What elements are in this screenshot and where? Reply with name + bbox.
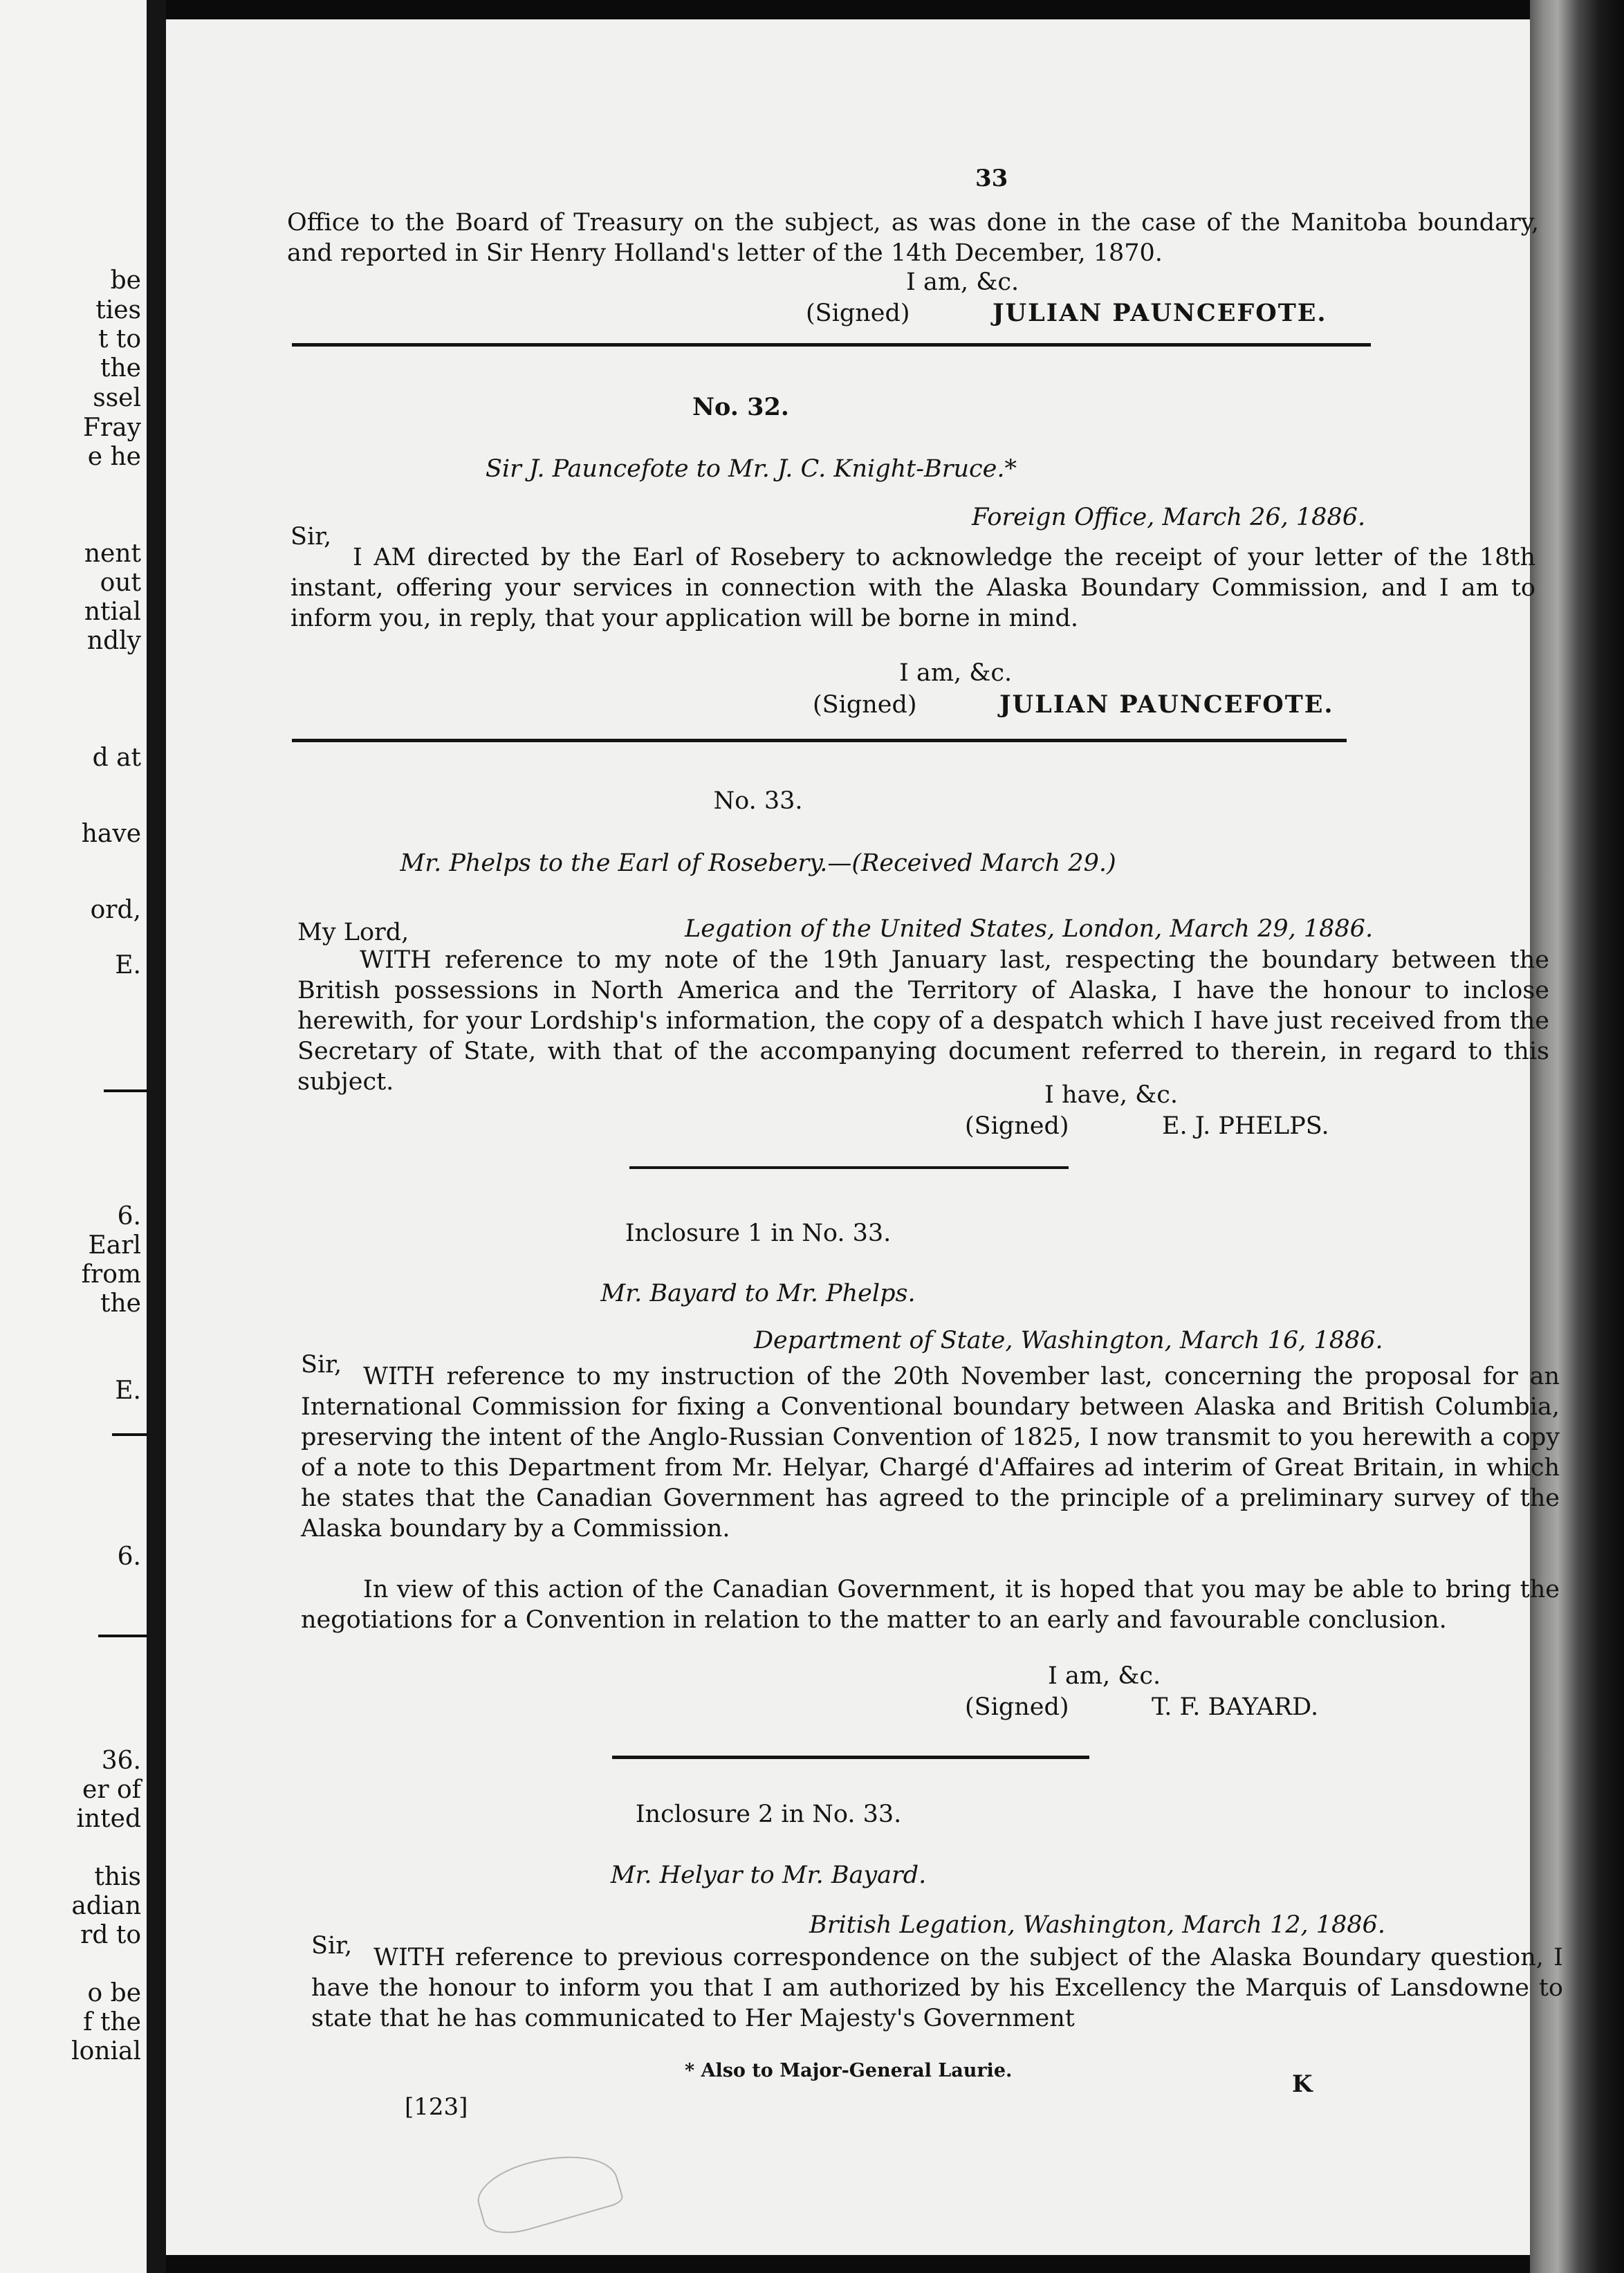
facing-page-text: nent xyxy=(84,540,141,568)
facing-page-text: adian xyxy=(71,1892,141,1920)
facing-page-text: 6. xyxy=(117,1202,141,1231)
signed-label: (Signed) xyxy=(965,1693,1069,1721)
facing-page-text: out xyxy=(100,569,141,597)
opening-paragraph: Office to the Board of Treasury on the subject, as was done in the case of the Manitoba boundary, and reported in Sir Henry Holland's letter of the 14th December, 1870. xyxy=(287,209,1539,267)
signer-name: E. J. PHELPS. xyxy=(1162,1112,1329,1140)
opening-closing: I am, &c. xyxy=(906,268,1019,296)
section-divider xyxy=(292,739,1347,742)
letter-signature xyxy=(965,1112,1329,1140)
inclosure-body: In view of this action of the Canadian Government, it is hoped that you may be able to bring the negotiations for a Convention in relation to the matter to an early and favourable conclusion. xyxy=(301,1576,1560,1634)
print-code: [123] xyxy=(405,2093,468,2121)
facing-page-text: ntial xyxy=(84,598,141,626)
facing-page-text: 6. xyxy=(117,1543,141,1571)
facing-page-text: be xyxy=(110,266,141,295)
salutation: Sir, xyxy=(290,523,332,551)
facing-page-text: inted xyxy=(76,1805,141,1833)
section-divider xyxy=(292,343,1371,347)
inclosure-heading: Inclosure 2 in No. 33. xyxy=(635,1801,902,1828)
opening-signature xyxy=(806,299,1327,327)
facing-page-text: 36. xyxy=(101,1747,141,1775)
facing-page-text: rd to xyxy=(80,1921,141,1949)
facing-page-rule xyxy=(104,1089,147,1092)
facing-page-text: o be xyxy=(87,1979,141,2007)
facing-page-text: ord, xyxy=(90,896,141,924)
facing-page-text: t to xyxy=(98,325,141,353)
inclosure-body: WITH reference to my instruction of the 20th November last, concerning the proposal for an International Commission for fixing a Conventional boundary between Alaska and British Columbia, preserving the intent of the Anglo-Russian Convention of 1825, I now transmit to you herewith a copy of a note to this Department from Mr. Helyar, Chargé d'Affaires ad interim of Great Britain, in which he states that the Canadian Government has agreed to the principle of a preliminary survey of the Alaska boundary by a Commission. xyxy=(301,1363,1560,1543)
dateline: Legation of the United States, London, March 29, 1886. xyxy=(685,915,1374,943)
letter-body: I AM directed by the Earl of Rosebery to acknowledge the receipt of your letter of the 18th instant, offering your services in connection with the Alaska Boundary Commission, and I am to inform you, in reply, that your application will be borne in mind. xyxy=(290,544,1535,632)
facing-page-text: e he xyxy=(87,443,141,471)
footnote: * Also to Major-General Laurie. xyxy=(685,2060,1013,2081)
dateline: Department of State, Washington, March 16, 1886. xyxy=(754,1327,1383,1354)
facing-page-text: ndly xyxy=(86,627,141,655)
facing-page-text: er of xyxy=(82,1776,141,1804)
facing-page-text: ties xyxy=(95,296,141,324)
facing-page-text: from xyxy=(81,1260,141,1289)
inclosure-body: WITH reference to previous correspondence on the subject of the Alaska Boundary question, I have the honour to inform you that I am authorized by his Excellency the Marquis of Lansdowne to state that he has communicated to Her Majesty's Government xyxy=(311,1944,1563,2032)
facing-page-text: Fray xyxy=(83,414,141,442)
facing-page-text: lonial xyxy=(71,2037,141,2065)
facing-page-text: d at xyxy=(92,744,141,772)
salutation: My Lord, xyxy=(297,919,409,946)
inclosure-title: Mr. Helyar to Mr. Bayard. xyxy=(610,1861,927,1889)
book-gutter xyxy=(147,0,166,2273)
letter-signature xyxy=(813,690,1334,719)
salutation: Sir, xyxy=(311,1932,353,1960)
letter-title: Sir J. Pauncefote to Mr. J. C. Knight-Bruce.* xyxy=(485,455,1017,483)
facing-page-rule xyxy=(112,1433,147,1436)
facing-page-text: E. xyxy=(115,1377,141,1405)
facing-page-text: the xyxy=(100,1289,141,1318)
salutation: Sir, xyxy=(301,1351,342,1379)
letter-heading: No. 33. xyxy=(713,787,803,815)
letter-body: WITH reference to my note of the 19th January last, respecting the boundary between the British possessions in North America and the Territory of Alaska, I have the honour to inclose herewith, for your Lordship's information, the copy of a despatch which I have just received from the Secretary of State, with that of the accompanying document referred to therein, in regard to this subject. xyxy=(297,946,1549,1096)
dateline: British Legation, Washington, March 12, 1886. xyxy=(809,1911,1385,1939)
signed-label: (Signed) xyxy=(965,1112,1069,1140)
signed-label: (Signed) xyxy=(813,691,917,719)
letter-closing: I have, &c. xyxy=(1044,1081,1178,1109)
section-divider xyxy=(629,1166,1069,1169)
facing-page-text: E. xyxy=(115,951,141,979)
letter-title: Mr. Phelps to the Earl of Rosebery.—(Received March 29.) xyxy=(400,849,1116,877)
letter-heading: No. 32. xyxy=(692,393,789,421)
facing-page-fragment xyxy=(0,0,154,2273)
dateline: Foreign Office, March 26, 1886. xyxy=(972,504,1366,531)
page-edge xyxy=(1530,0,1624,2273)
facing-page-rule xyxy=(98,1635,147,1637)
signer-name: JULIAN PAUNCEFOTE. xyxy=(999,690,1334,719)
signed-label: (Signed) xyxy=(806,300,910,327)
facing-page-text: ssel xyxy=(93,384,141,412)
signer-name: JULIAN PAUNCEFOTE. xyxy=(993,299,1327,327)
letter-closing: I am, &c. xyxy=(899,659,1013,687)
page-number: 33 xyxy=(975,165,1008,192)
inclosure-signature xyxy=(965,1693,1318,1721)
facing-page-text: the xyxy=(100,354,141,383)
facing-page-text: Earl xyxy=(88,1231,141,1260)
facing-page-text: have xyxy=(81,820,141,848)
inclosure-closing: I am, &c. xyxy=(1048,1662,1161,1690)
facing-page-text: this xyxy=(94,1863,141,1891)
inclosure-title: Mr. Bayard to Mr. Phelps. xyxy=(600,1280,916,1307)
document-page xyxy=(166,19,1563,2255)
signature-mark: K xyxy=(1292,2070,1313,2098)
facing-page-text: f the xyxy=(83,2008,141,2036)
inclosure-heading: Inclosure 1 in No. 33. xyxy=(625,1220,892,1247)
section-divider xyxy=(612,1756,1089,1759)
signer-name: T. F. BAYARD. xyxy=(1152,1693,1319,1721)
